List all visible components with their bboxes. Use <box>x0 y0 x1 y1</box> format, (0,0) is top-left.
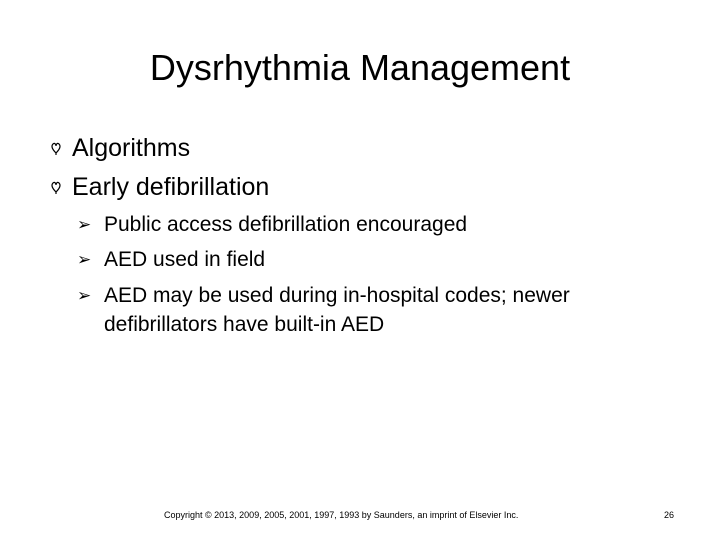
bullet-text: Early defibrillation <box>72 173 270 201</box>
fleur-bullet-icon <box>49 141 63 155</box>
sub-bullet-aed-field <box>77 245 664 274</box>
arrow-bullet-icon: ➢ <box>77 250 92 269</box>
sub-bullet-text: AED may be used during in-hospital codes; newer defibrillators have built-in AED <box>104 284 570 336</box>
sub-bullet-text: Public access defibrillation encouraged <box>104 213 468 236</box>
bullet-text: Algorithms <box>72 134 191 162</box>
arrow-bullet-icon: ➢ <box>77 215 92 234</box>
arrow-bullet-icon: ➢ <box>77 286 92 305</box>
copyright-footer: Copyright © 2013, 2009, 2005, 2001, 1997, 1993 by Saunders, an imprint of Elsevier Inc. <box>164 510 519 520</box>
fleur-bullet-icon <box>49 180 63 194</box>
sub-bullet-text: AED used in field <box>104 248 266 271</box>
page-number: 26 <box>664 510 675 520</box>
sub-bullet-aed-hospital <box>77 281 664 339</box>
sub-bullet-public-access <box>77 210 664 239</box>
slide-title: Dysrhythmia Management <box>149 47 571 88</box>
bullet-early-defibrillation <box>72 171 269 203</box>
bullet-algorithms <box>72 132 190 164</box>
